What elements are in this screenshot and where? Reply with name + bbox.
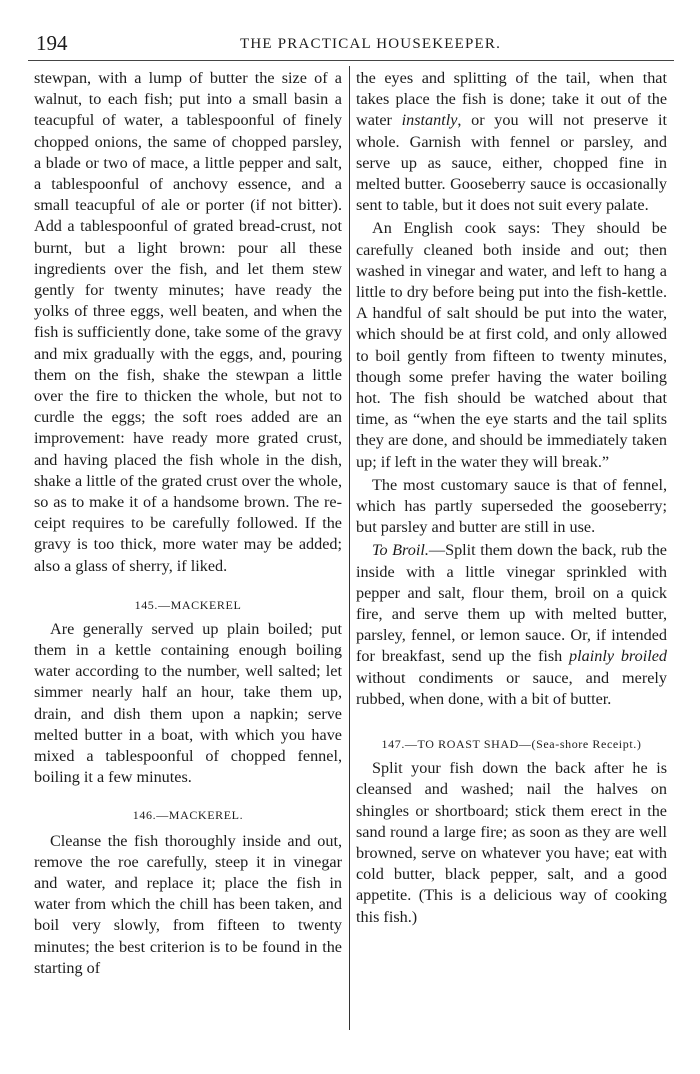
italic-text: plainly broiled [569, 647, 667, 666]
text-run: without condiments or sauce, and merely rubbed, when done, with a bit of butter. [356, 668, 667, 708]
recipe-heading-145: 145.—MACKEREL [134, 597, 242, 612]
left-column [34, 68, 342, 979]
right-column [356, 68, 667, 928]
page-header [28, 30, 674, 61]
text-run: the eyes and splitting of the tail, when that takes place the fish is done; take it out of the water [356, 69, 667, 130]
page-number: 194 [36, 31, 68, 55]
recipe-heading-147: 147.—TO ROAST SHAD—(Sea-shore Receipt.) [381, 737, 642, 752]
paragraph-continued: stewpan, with a lump of butter the size of a walnut, to each fish; put into a small basin a teacupful of water, a tablespoonful of finely chopped onions, the same of chopped parsley, a blade or two of mace, a little pepper and salt, a tablespoonful of anchovy essence, and a small teacupful of ale or porter (if not bitter). Add a tablespoonful of grated bread-crust, not burnt, but a light brown: pour all these ingredients over the fish, and let them stew gently for twenty minutes; have ready the yolks of three eggs, well beaten, and when the fish is sufficiently done, take some of the gravy and mix gradually with the eggs, and, pouring them on the fish, shake the stewpan a little over the fire to thicken the whole, but not to curdle the eggs; the soft roes added are an improvement: have ready more grated crust, and having placed the fish whole in the dish, shake a little of the grated crust over the whole, so as to make it of a handsome brown. The receipt requires to be carefully followed. If the gravy is too thick, more water may be added; also a glass of sherry, if liked. [34, 69, 342, 575]
paragraph-customary-sauce: The most customary sauce is that of fennel, which has partly superseded the gooseberry; but parsley and butter are still in use. [356, 475, 667, 537]
italic-label-to-broil: To Broil. [372, 541, 429, 560]
paragraph-continued-right [356, 68, 667, 216]
column-divider [349, 66, 350, 1030]
paragraph-recipe-146: Cleanse the fish thoroughly inside and out, remove the roe carefully, steep it in vinegar and water, and replace it; place the fish in water from which the chill has been taken, and boil very slowly, from fifteen to twenty minutes; the best criterion is to be found in the starting of [34, 831, 342, 977]
paragraph-recipe-147: Split your fish down the back after he is cleansed and washed; nail the halves on shingles or shortboard; stick them erect in the sand round a large fire; as soon as they are well browned, serve on whatever you have; eat with cold butter, black pepper, salt, and a good appetite. (This is a delicious way of cooking this fish.) [356, 759, 667, 926]
paragraph-english-cook: An English cook says: They should be carefully cleaned both inside and out; then washed in vinegar and water, and left to hang a little to dry before being put into the fish-kettle. A handful of salt should be put into the water, which should be at first cold, and only allowed to boil gently from fifteen to twenty minutes, though some prefer having the water boiling hot. The fish should be watched about that time, as “when the eye starts and the tail splits they are done, and should be immediately taken up; if left in the water they will break.” [356, 219, 667, 471]
paragraph-recipe-145: Are generally served up plain boiled; put them in a kettle containing enough boiling water according to the number, well salted; let simmer nearly half an hour, take them up, drain, and dish them upon a napkin; serve melted butter in a boat, with which you have mixed a tablespoonful of chopped fennel, boiling it a few minutes. [34, 619, 342, 787]
recipe-heading-146: 146.—MACKEREL. [132, 807, 244, 822]
paragraph-to-broil [356, 540, 667, 710]
running-title: THE PRACTICAL HOUSEKEEPER. [240, 36, 502, 52]
italic-text: instantly [401, 111, 458, 130]
text-run: , or you will not preserve it whole. Garnish with fennel or parsley, and serve up as sauce, either, chopped fine in melted butter. Gooseberry sauce is occasionally sent to table, but it does not suit every palate. [356, 111, 668, 215]
text-run: —Split them down the back, rub the inside with a little vinegar sprinkled with pepper and salt, flour them, broil on a quick fire, and serve them up with melted butter, parsley, fennel, or lemon sauce. Or, if intended for breakfast, send up the fish [356, 541, 667, 666]
